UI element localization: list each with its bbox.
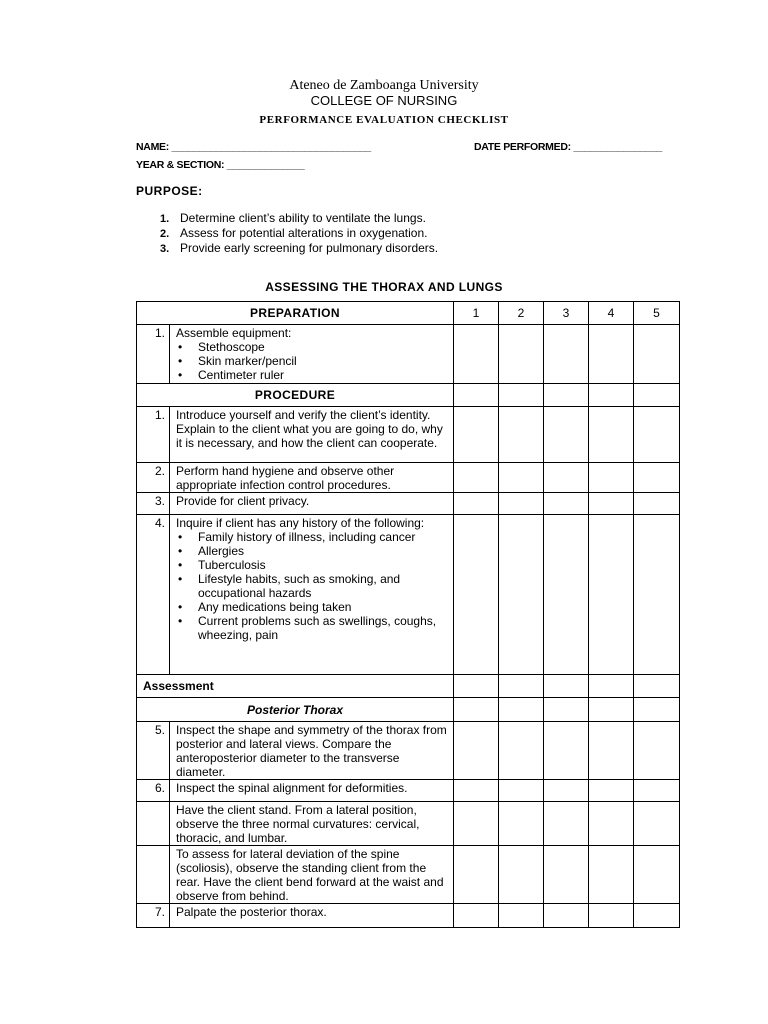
purpose-item	[160, 241, 438, 256]
score-cell[interactable]	[454, 384, 499, 407]
step-number: 7.	[137, 904, 170, 928]
step-text: To assess for lateral deviation of the spine (scoliosis), observe the standing client from the rear. Have the client bend forward at the waist and observe from behind.	[170, 846, 454, 904]
step-number: 2.	[137, 463, 170, 493]
score-cell[interactable]	[544, 802, 589, 846]
step-text: Inspect the shape and symmetry of the thorax from posterior and lateral views. Compare the anteroposterior diameter to the transverse diameter.	[170, 722, 454, 780]
year-section-field: YEAR & SECTION: ______________	[136, 159, 305, 171]
college-name: COLLEGE OF NURSING	[310, 93, 458, 108]
purpose-text: Determine client’s ability to ventilate the lungs.	[180, 211, 426, 225]
list-item: • Family history of illness, including cancer	[198, 530, 449, 544]
table-row	[137, 407, 680, 463]
table-row	[137, 904, 680, 928]
table-row	[137, 493, 680, 515]
score-cell[interactable]	[499, 698, 544, 722]
score-cell[interactable]	[589, 407, 634, 463]
score-cell[interactable]	[454, 780, 499, 802]
score-cell[interactable]	[454, 698, 499, 722]
score-cell[interactable]	[634, 515, 680, 675]
checklist-table	[136, 301, 680, 928]
score-cell[interactable]	[589, 463, 634, 493]
score-cell[interactable]	[634, 384, 680, 407]
score-cell[interactable]	[634, 722, 680, 780]
score-cell[interactable]	[589, 325, 634, 384]
score-cell[interactable]	[544, 846, 589, 904]
step-number: 6.	[137, 780, 170, 802]
score-cell[interactable]	[454, 904, 499, 928]
table-row	[137, 698, 680, 722]
score-cell[interactable]	[499, 384, 544, 407]
posterior-thorax-label: Posterior Thorax	[137, 698, 454, 722]
score-cell[interactable]	[454, 407, 499, 463]
score-cell[interactable]	[589, 722, 634, 780]
step-text: Palpate the posterior thorax.	[170, 904, 454, 928]
step-number	[137, 802, 170, 846]
score-cell[interactable]	[454, 515, 499, 675]
section-title: ASSESSING THE THORAX AND LUNGS	[265, 280, 503, 294]
equipment-list	[176, 340, 449, 382]
score-cell[interactable]	[499, 780, 544, 802]
score-cell[interactable]	[544, 515, 589, 675]
step-description: Assemble equipment:	[176, 326, 292, 340]
score-header-5: 5	[634, 302, 680, 325]
score-cell[interactable]	[544, 675, 589, 698]
score-cell[interactable]	[634, 493, 680, 515]
score-cell[interactable]	[634, 846, 680, 904]
list-item: • Allergies	[198, 544, 449, 558]
score-cell[interactable]	[544, 780, 589, 802]
list-item: • Lifestyle habits, such as smoking, and occupational hazards	[198, 572, 449, 600]
score-cell[interactable]	[499, 463, 544, 493]
document-title: PERFORMANCE EVALUATION CHECKLIST	[259, 114, 509, 126]
score-cell[interactable]	[634, 698, 680, 722]
score-cell[interactable]	[589, 384, 634, 407]
score-cell[interactable]	[589, 802, 634, 846]
score-cell[interactable]	[544, 904, 589, 928]
step-number: 1.	[137, 325, 170, 384]
score-cell[interactable]	[454, 493, 499, 515]
score-cell[interactable]	[634, 463, 680, 493]
list-item: • Any medications being taken	[198, 600, 449, 614]
step-text: Perform hand hygiene and observe other appropriate infection control procedures.	[170, 463, 454, 493]
step-text: Provide for client privacy.	[170, 493, 454, 515]
table-row	[137, 384, 680, 407]
score-cell[interactable]	[634, 802, 680, 846]
purpose-number: 1.	[160, 213, 170, 225]
score-cell[interactable]	[589, 904, 634, 928]
score-cell[interactable]	[634, 675, 680, 698]
purpose-item	[160, 211, 438, 226]
score-cell[interactable]	[589, 675, 634, 698]
list-item: • Skin marker/pencil	[198, 354, 449, 368]
preparation-header: PREPARATION	[137, 302, 454, 325]
table-row	[137, 463, 680, 493]
score-cell[interactable]	[634, 407, 680, 463]
step-text	[170, 325, 454, 384]
score-cell[interactable]	[454, 463, 499, 493]
score-header-3: 3	[544, 302, 589, 325]
list-item: • Stethoscope	[198, 340, 449, 354]
score-cell[interactable]	[454, 846, 499, 904]
score-cell[interactable]	[589, 515, 634, 675]
step-number: 3.	[137, 493, 170, 515]
step-text: Introduce yourself and verify the client’s identity. Explain to the client what you are going to do, why it is necessary, and how the client can cooperate.	[170, 407, 454, 463]
purpose-label: PURPOSE:	[136, 184, 203, 198]
step-text	[170, 515, 454, 675]
score-cell[interactable]	[544, 698, 589, 722]
step-number: 4.	[137, 515, 170, 675]
table-row	[137, 325, 680, 384]
list-item: • Centimeter ruler	[198, 368, 449, 382]
score-cell[interactable]	[499, 675, 544, 698]
score-header-4: 4	[589, 302, 634, 325]
score-cell[interactable]	[544, 722, 589, 780]
score-cell[interactable]	[589, 698, 634, 722]
step-number: 1.	[137, 407, 170, 463]
history-list	[176, 530, 449, 642]
name-field: NAME: ____________________________________	[136, 141, 371, 153]
purpose-number: 3.	[160, 243, 170, 255]
score-cell[interactable]	[634, 780, 680, 802]
score-cell[interactable]	[634, 325, 680, 384]
step-number: 5.	[137, 722, 170, 780]
purpose-list	[160, 211, 438, 256]
score-cell[interactable]	[544, 325, 589, 384]
purpose-text: Assess for potential alterations in oxygenation.	[180, 226, 428, 240]
purpose-text: Provide early screening for pulmonary disorders.	[180, 241, 439, 255]
list-item: • Tuberculosis	[198, 558, 449, 572]
score-cell[interactable]	[589, 493, 634, 515]
assessment-label: Assessment	[137, 675, 454, 698]
score-cell[interactable]	[499, 846, 544, 904]
score-header-1: 1	[454, 302, 499, 325]
score-cell[interactable]	[544, 493, 589, 515]
score-cell[interactable]	[499, 722, 544, 780]
table-row	[137, 722, 680, 780]
score-cell[interactable]	[454, 675, 499, 698]
table-row	[137, 780, 680, 802]
score-cell[interactable]	[634, 904, 680, 928]
date-performed-field: DATE PERFORMED: ________________	[474, 141, 663, 153]
procedure-header: PROCEDURE	[137, 384, 454, 407]
table-header-row	[137, 302, 680, 325]
score-cell[interactable]	[499, 325, 544, 384]
score-cell[interactable]	[589, 846, 634, 904]
step-description: Inquire if client has any history of the following:	[176, 516, 425, 530]
score-cell[interactable]	[499, 407, 544, 463]
score-cell[interactable]	[544, 463, 589, 493]
step-text: Inspect the spinal alignment for deformities.	[170, 780, 454, 802]
table-row	[137, 802, 680, 846]
list-item: • Current problems such as swellings, coughs, wheezing, pain	[198, 614, 449, 642]
table-row	[137, 846, 680, 904]
table-row	[137, 515, 680, 675]
table-row	[137, 675, 680, 698]
score-cell[interactable]	[544, 407, 589, 463]
step-text: Have the client stand. From a lateral position, observe the three normal curvatures: cervical, thoracic, and lumbar.	[170, 802, 454, 846]
score-cell[interactable]	[454, 722, 499, 780]
score-cell[interactable]	[454, 325, 499, 384]
score-cell[interactable]	[499, 904, 544, 928]
purpose-number: 2.	[160, 228, 170, 240]
step-number	[137, 846, 170, 904]
score-cell[interactable]	[499, 493, 544, 515]
score-cell[interactable]	[454, 802, 499, 846]
purpose-item	[160, 226, 438, 241]
score-header-2: 2	[499, 302, 544, 325]
university-name: Ateneo de Zamboanga University	[289, 78, 479, 93]
score-cell[interactable]	[589, 780, 634, 802]
score-cell[interactable]	[499, 802, 544, 846]
score-cell[interactable]	[544, 384, 589, 407]
score-cell[interactable]	[499, 515, 544, 675]
